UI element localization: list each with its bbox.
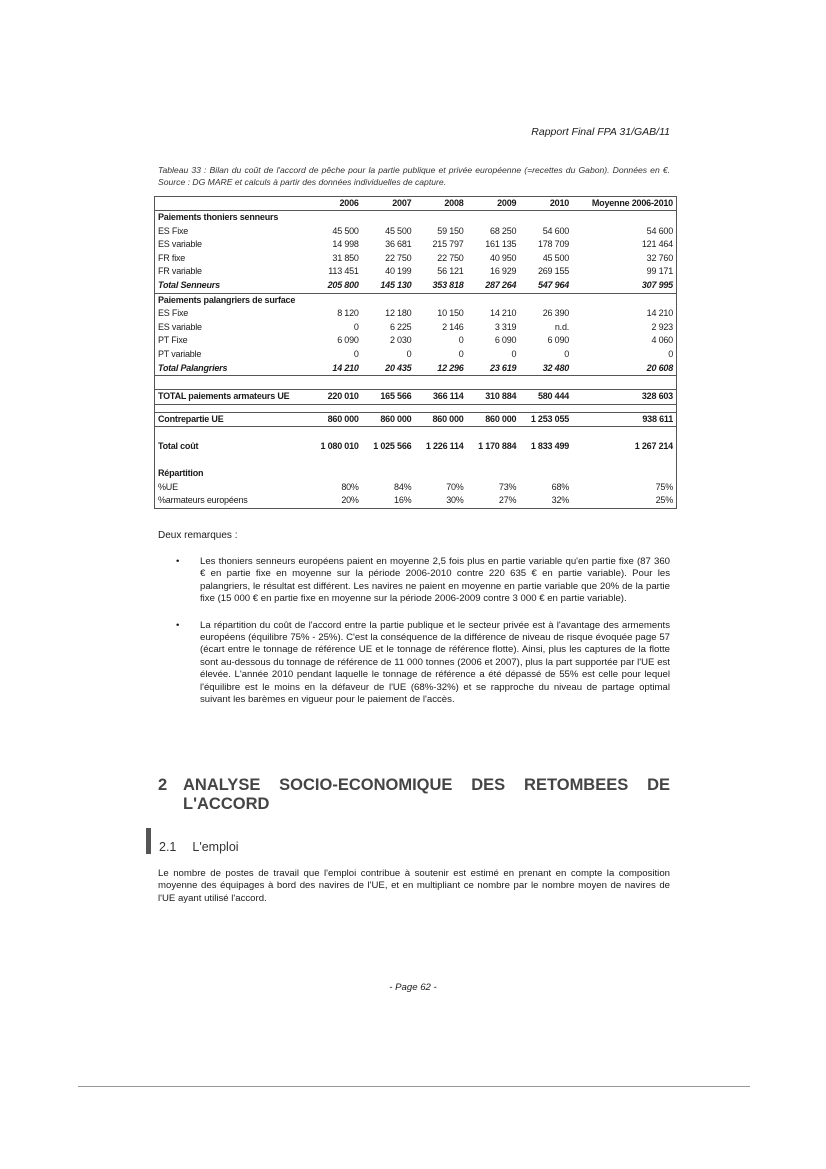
table-cell bbox=[519, 467, 572, 481]
table-cell bbox=[309, 467, 362, 481]
table-cell: 0 bbox=[458, 335, 464, 346]
table-cell: 54 600 bbox=[542, 225, 570, 236]
table-cell bbox=[519, 376, 572, 390]
table-cell: 14 210 bbox=[646, 308, 673, 319]
table-cell: 20 608 bbox=[572, 362, 676, 376]
table-cell: 73% bbox=[498, 481, 517, 492]
table-cell: 1 253 055 bbox=[519, 412, 572, 427]
table-cell: 68 250 bbox=[490, 225, 517, 236]
column-header: 2010 bbox=[519, 197, 572, 211]
remarks-list bbox=[158, 556, 670, 720]
table-row bbox=[155, 293, 676, 307]
table-cell: 0 bbox=[353, 321, 359, 332]
row-label: Total Senneurs bbox=[155, 279, 309, 293]
table-cell: 40 950 bbox=[490, 252, 517, 263]
table-cell: 0 bbox=[511, 348, 517, 359]
table-cell: 70% bbox=[446, 481, 464, 492]
column-header: 2009 bbox=[467, 197, 520, 211]
cost-table-body bbox=[155, 197, 676, 508]
row-label: %armateurs européens bbox=[158, 495, 248, 506]
table-row bbox=[155, 307, 676, 321]
table-cell: 4 060 bbox=[651, 335, 673, 346]
table-row bbox=[155, 454, 676, 467]
row-label bbox=[155, 404, 309, 412]
table-row bbox=[155, 252, 676, 266]
table-cell: 99 171 bbox=[646, 266, 673, 277]
table-cell: 1 170 884 bbox=[478, 441, 517, 452]
table-cell: 45 500 bbox=[542, 252, 570, 263]
table-row bbox=[155, 225, 676, 239]
table-cell: 32 480 bbox=[519, 362, 572, 376]
table-cell bbox=[362, 293, 415, 307]
table-cell: 45 500 bbox=[385, 225, 412, 236]
table-cell: 32% bbox=[551, 495, 570, 506]
list-item bbox=[158, 556, 670, 606]
table-cell: 68% bbox=[551, 481, 570, 492]
table-cell: 14 998 bbox=[332, 239, 359, 250]
table-row bbox=[155, 362, 676, 376]
table-cell bbox=[572, 293, 676, 307]
table-cell: 6 090 bbox=[547, 335, 570, 346]
table-cell bbox=[414, 376, 466, 390]
table-row bbox=[155, 376, 676, 390]
table-cell bbox=[414, 293, 466, 307]
table-cell: 328 603 bbox=[572, 390, 676, 405]
table-cell bbox=[362, 427, 415, 441]
row-label: ES variable bbox=[158, 239, 202, 250]
row-label: %UE bbox=[158, 481, 178, 492]
table-cell: 80% bbox=[341, 481, 359, 492]
table-row bbox=[155, 440, 676, 454]
table-cell bbox=[572, 427, 676, 441]
table-cell: 12 296 bbox=[414, 362, 466, 376]
table-cell: 0 bbox=[406, 348, 412, 359]
table-cell: 860 000 bbox=[414, 412, 466, 427]
table-cell: 307 995 bbox=[572, 279, 676, 293]
table-row bbox=[155, 481, 676, 495]
table-cell: 310 884 bbox=[467, 390, 520, 405]
table-cell bbox=[309, 404, 362, 412]
footer-divider bbox=[78, 1086, 750, 1087]
table-cell bbox=[362, 404, 415, 412]
column-header: 2007 bbox=[362, 197, 415, 211]
table-cell: 6 225 bbox=[389, 321, 412, 332]
cost-table bbox=[155, 197, 676, 508]
table-cell: 353 818 bbox=[414, 279, 466, 293]
table-cell: 25% bbox=[655, 495, 673, 506]
table-cell: 2 146 bbox=[442, 321, 464, 332]
table-cell bbox=[572, 404, 676, 412]
table-cell: 32 760 bbox=[646, 252, 673, 263]
table-cell: 12 180 bbox=[385, 308, 412, 319]
table-cell bbox=[414, 211, 466, 225]
row-label: Répartition bbox=[158, 467, 204, 478]
table-cell: 547 964 bbox=[519, 279, 572, 293]
table-cell: 30% bbox=[446, 495, 464, 506]
row-label bbox=[155, 454, 309, 467]
table-cell bbox=[414, 467, 466, 481]
table-cell bbox=[519, 211, 572, 225]
table-cell: 22 750 bbox=[437, 252, 464, 263]
table-cell: 1 267 214 bbox=[634, 441, 673, 452]
table-cell: 0 bbox=[668, 348, 673, 359]
section-number: 2 bbox=[158, 776, 168, 794]
table-cell bbox=[309, 427, 362, 441]
table-cell: 2 030 bbox=[389, 335, 412, 346]
table-cell bbox=[572, 211, 676, 225]
remarks-intro: Deux remarques : bbox=[158, 530, 238, 541]
row-label: Paiements thoniers senneurs bbox=[158, 212, 279, 222]
table-cell: 6 090 bbox=[337, 335, 359, 346]
table-cell: 1 226 114 bbox=[425, 441, 464, 452]
table-cell: 75% bbox=[655, 481, 673, 492]
table-cell: 178 709 bbox=[537, 239, 570, 250]
subsection-heading bbox=[159, 840, 239, 854]
cost-table-container bbox=[154, 196, 677, 509]
row-label: ES Fixe bbox=[158, 225, 189, 236]
table-cell bbox=[309, 211, 362, 225]
table-row bbox=[155, 404, 676, 412]
table-cell: 45 500 bbox=[332, 225, 359, 236]
table-row bbox=[155, 427, 676, 441]
table-cell: 16 929 bbox=[490, 266, 517, 277]
section-title-line1: ANALYSE SOCIO-ECONOMIQUE DES RETOMBEES DE bbox=[183, 776, 670, 794]
list-item bbox=[158, 620, 670, 707]
table-cell: 14 210 bbox=[309, 362, 362, 376]
table-cell: 84% bbox=[394, 481, 412, 492]
table-row bbox=[155, 390, 676, 405]
table-cell: 1 080 010 bbox=[320, 441, 359, 452]
column-header: 2008 bbox=[414, 197, 466, 211]
table-cell: 269 155 bbox=[537, 266, 570, 277]
table-cell bbox=[572, 376, 676, 390]
row-label: PT variable bbox=[158, 348, 202, 359]
bullet-icon: • bbox=[176, 619, 180, 631]
table-cell: 40 199 bbox=[385, 266, 412, 277]
subsection-marker bbox=[146, 828, 151, 854]
table-cell bbox=[572, 454, 676, 467]
table-cell bbox=[414, 454, 466, 467]
row-label: Contrepartie UE bbox=[155, 412, 309, 427]
table-cell bbox=[467, 427, 520, 441]
table-cell: 121 464 bbox=[641, 239, 673, 250]
row-label: Paiements palangriers de surface bbox=[158, 294, 296, 305]
table-cell bbox=[572, 467, 676, 481]
table-row bbox=[155, 265, 676, 279]
table-caption: Tableau 33 : Bilan du coût de l'accord de pêche pour la partie publique et privée européenne (=recettes du Gabon). Données en €. Source : DG MARE et calculs à partir des données individuelles de capture. bbox=[158, 165, 670, 187]
table-row bbox=[155, 238, 676, 252]
section-title-line2: L'ACCORD bbox=[183, 795, 270, 813]
row-label: FR variable bbox=[158, 266, 202, 277]
table-cell bbox=[467, 376, 520, 390]
table-cell: 145 130 bbox=[362, 279, 415, 293]
table-cell: 3 319 bbox=[494, 321, 517, 332]
table-cell: 161 135 bbox=[485, 239, 517, 250]
table-cell bbox=[362, 454, 415, 467]
table-header-row bbox=[155, 197, 676, 211]
table-row bbox=[155, 321, 676, 335]
body-paragraph: Le nombre de postes de travail que l'emploi contribue à soutenir est estimé en prenant en compte la composition moyenne des équipages à bord des navires de l'UE, et en multipliant ce nombre par le nombre moyen de navires de l'UE ayant utilisé l'accord. bbox=[158, 868, 670, 904]
table-row bbox=[155, 334, 676, 348]
table-cell: 215 797 bbox=[432, 239, 464, 250]
table-cell bbox=[309, 454, 362, 467]
table-cell: 0 bbox=[564, 348, 570, 359]
table-cell bbox=[467, 293, 520, 307]
table-cell bbox=[362, 211, 415, 225]
table-cell: 20% bbox=[341, 495, 359, 506]
table-row bbox=[155, 467, 676, 481]
row-label: TOTAL paiements armateurs UE bbox=[155, 390, 309, 405]
table-cell: 113 451 bbox=[328, 266, 359, 277]
table-cell: 59 150 bbox=[437, 225, 464, 236]
page-number: - Page 62 - bbox=[389, 982, 437, 993]
table-cell: 20 435 bbox=[362, 362, 415, 376]
table-cell: 16% bbox=[394, 495, 412, 506]
table-row bbox=[155, 348, 676, 362]
table-cell: 0 bbox=[353, 348, 359, 359]
table-cell: 22 750 bbox=[385, 252, 412, 263]
table-cell: 860 000 bbox=[362, 412, 415, 427]
table-cell bbox=[519, 404, 572, 412]
table-cell bbox=[309, 293, 362, 307]
column-header bbox=[155, 197, 309, 211]
table-cell: 220 010 bbox=[309, 390, 362, 405]
bullet-icon: • bbox=[176, 556, 180, 567]
table-cell bbox=[414, 427, 466, 441]
table-cell bbox=[519, 454, 572, 467]
list-item-text: La répartition du coût de l'accord entre la partie publique et le secteur privée est à l'avantage des armements européens (équilibre 75% - 25%). C'est la conséquence de la différence de niveau de risque évoquée page 57 (écart entre le tonnage de référence UE et le tonnage de référence flotte). Ainsi, plus les captures de la flotte sont au-dessous du tonnage de référence de 11 000 tonnes (2006 et 2007), plus la part supportée par l'UE est élevée. L'année 2010 pendant laquelle le tonnage de référence a été dépassé de 55% est celle pour lequel l'équilibre est le moins en la défaveur de l'UE (68%-32%) et se rapproche du niveau de partage optimal suivant les barèmes en vigueur pour le paiement de l'accès. bbox=[200, 619, 670, 706]
table-cell bbox=[362, 467, 415, 481]
subsection-title: L'emploi bbox=[192, 840, 239, 854]
table-cell: 8 120 bbox=[337, 308, 359, 319]
table-row bbox=[155, 412, 676, 427]
list-item-text: Les thoniers senneurs européens paient en moyenne 2,5 fois plus en partie variable qu'en partie fixe (87 360 € en partie fixe en moyenne sur la période 2006-2010 contre 220 635 € en partie variable). Pour les palangriers, le résultat est différent. Les navires ne paient en moyenne en partie variable que 20% de la partie fixe (15 000 € en partie fixe en moyenne sur la période 2006-2009 contre 3 000 € en partie variable). bbox=[200, 556, 670, 605]
row-label: Total coût bbox=[158, 441, 199, 452]
table-cell: 2 923 bbox=[651, 321, 673, 332]
table-cell: 1 025 566 bbox=[373, 441, 412, 452]
section-heading bbox=[158, 776, 670, 814]
table-cell bbox=[467, 404, 520, 412]
table-cell bbox=[414, 404, 466, 412]
table-cell: 938 611 bbox=[572, 412, 676, 427]
table-cell bbox=[362, 376, 415, 390]
table-cell bbox=[467, 211, 520, 225]
table-cell: 0 bbox=[458, 348, 464, 359]
table-cell bbox=[467, 467, 520, 481]
column-header: Moyenne 2006-2010 bbox=[572, 197, 676, 211]
table-cell: 287 264 bbox=[467, 279, 520, 293]
table-cell bbox=[309, 376, 362, 390]
row-label: Total Palangriers bbox=[155, 362, 309, 376]
table-cell: 26 390 bbox=[542, 308, 570, 319]
table-cell: n.d. bbox=[554, 321, 570, 332]
column-header: 2006 bbox=[309, 197, 362, 211]
table-row bbox=[155, 494, 676, 508]
table-cell: 36 681 bbox=[385, 239, 412, 250]
row-label: ES variable bbox=[158, 321, 202, 332]
table-cell: 1 833 499 bbox=[530, 441, 570, 452]
table-cell: 31 850 bbox=[332, 252, 359, 263]
table-cell: 56 121 bbox=[437, 266, 464, 277]
row-label: FR fixe bbox=[158, 252, 186, 263]
table-cell: 580 444 bbox=[519, 390, 572, 405]
table-row bbox=[155, 211, 676, 225]
row-label bbox=[155, 427, 309, 441]
table-cell: 10 150 bbox=[437, 308, 464, 319]
row-label: PT Fixe bbox=[158, 335, 188, 346]
table-cell: 6 090 bbox=[494, 335, 517, 346]
table-cell: 27% bbox=[498, 495, 517, 506]
subsection-number: 2.1 bbox=[159, 840, 177, 854]
row-label bbox=[155, 376, 309, 390]
table-cell bbox=[519, 427, 572, 441]
table-cell: 54 600 bbox=[646, 225, 673, 236]
table-cell: 14 210 bbox=[490, 308, 517, 319]
row-label: ES Fixe bbox=[158, 308, 189, 319]
table-cell: 205 800 bbox=[309, 279, 362, 293]
table-cell: 366 114 bbox=[414, 390, 466, 405]
table-cell bbox=[519, 293, 572, 307]
table-row bbox=[155, 279, 676, 293]
table-cell bbox=[467, 454, 520, 467]
table-cell: 860 000 bbox=[309, 412, 362, 427]
report-header: Rapport Final FPA 31/GAB/11 bbox=[531, 126, 670, 138]
table-cell: 23 619 bbox=[467, 362, 520, 376]
table-cell: 165 566 bbox=[362, 390, 415, 405]
table-cell: 860 000 bbox=[467, 412, 520, 427]
